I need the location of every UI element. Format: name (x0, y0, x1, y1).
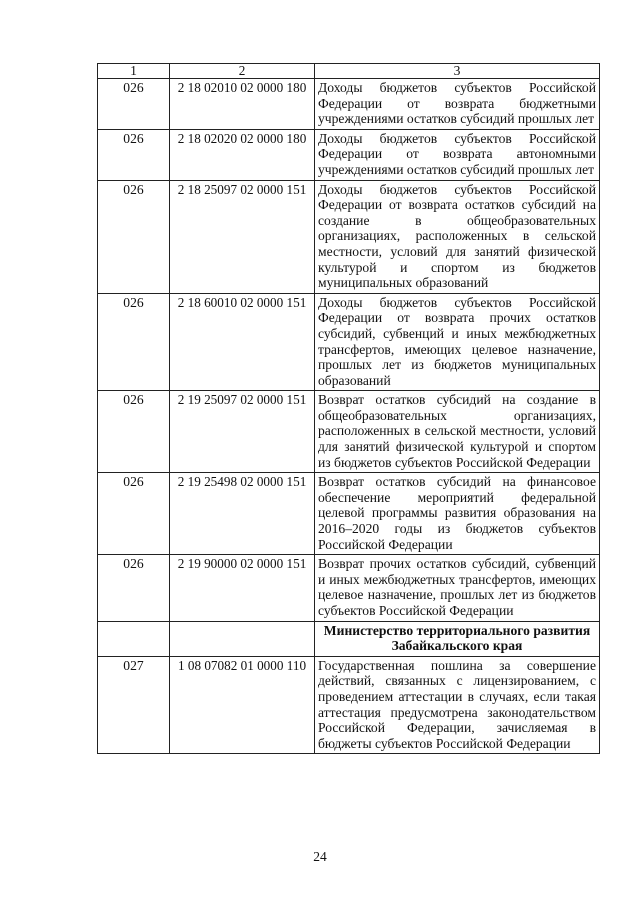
admin-code-cell: 026 (98, 180, 170, 293)
budget-code-cell: 2 18 02020 02 0000 180 (170, 129, 315, 180)
column-number-3: 3 (315, 64, 600, 79)
table-row (98, 555, 600, 621)
revenue-description-cell: Государственная пошлина за совершение действий, связанных с лицензированием, с проведением аттестации в случаях, если такая аттестация предусмотрена законодательством Российской Федерации, зачисляемая в бюджеты субъектов Российской Федерации (315, 656, 600, 754)
budget-code-cell: 1 08 07082 01 0000 110 (170, 656, 315, 754)
ministry-section-title: Министерство территориального развития Забайкальского края (315, 621, 600, 656)
revenue-description-cell: Возврат остатков субсидий на создание в общеобразовательных организациях, расположенных в сельской местности, условий для занятий физической культурой и спортом из бюджетов субъектов Российской Федерации (315, 391, 600, 473)
budget-code-cell: 2 18 02010 02 0000 180 (170, 79, 315, 130)
budget-code-cell: 2 19 90000 02 0000 151 (170, 555, 315, 621)
empty-cell (98, 621, 170, 656)
admin-code-cell: 026 (98, 555, 170, 621)
admin-code-cell: 026 (98, 473, 170, 555)
revenue-description-cell: Доходы бюджетов субъектов Российской Федерации от возврата бюджетными учреждениями остатков субсидий прошлых лет (315, 79, 600, 130)
budget-revenue-table (97, 63, 600, 754)
admin-code-cell: 026 (98, 293, 170, 391)
table-header-row (98, 64, 600, 79)
budget-code-cell: 2 19 25498 02 0000 151 (170, 473, 315, 555)
budget-code-cell: 2 19 25097 02 0000 151 (170, 391, 315, 473)
table-row (98, 656, 600, 754)
column-number-2: 2 (170, 64, 315, 79)
section-heading-row (98, 621, 600, 656)
table-row (98, 473, 600, 555)
table-row (98, 129, 600, 180)
empty-cell (170, 621, 315, 656)
table-row (98, 293, 600, 391)
admin-code-cell: 026 (98, 129, 170, 180)
page-number: 24 (313, 849, 327, 864)
table-row (98, 180, 600, 293)
admin-code-cell: 026 (98, 79, 170, 130)
column-number-1: 1 (98, 64, 170, 79)
revenue-description-cell: Доходы бюджетов субъектов Российской Федерации от возврата остатков субсидий на создание в общеобразовательных организациях, расположенных в сельской местности, условий для занятий физической культурой и спортом из бюджетов муниципальных образований (315, 180, 600, 293)
revenue-description-cell: Доходы бюджетов субъектов Российской Федерации от возврата прочих остатков субсидий, субвенций и иных межбюджетных трансфертов, имеющих целевое назначение, прошлых лет из бюджетов муниципальных образований (315, 293, 600, 391)
budget-code-cell: 2 18 25097 02 0000 151 (170, 180, 315, 293)
table-row (98, 391, 600, 473)
table-row (98, 79, 600, 130)
revenue-description-cell: Доходы бюджетов субъектов Российской Федерации от возврата автономными учреждениями остатков субсидий прошлых лет (315, 129, 600, 180)
revenue-description-cell: Возврат прочих остатков субсидий, субвенций и иных межбюджетных трансфертов, имеющих целевое назначение, прошлых лет из бюджетов субъектов Российской Федерации (315, 555, 600, 621)
revenue-description-cell: Возврат остатков субсидий на финансовое обеспечение мероприятий федеральной целевой программы развития образования на 2016–2020 годы из бюджетов субъектов Российской Федерации (315, 473, 600, 555)
budget-code-cell: 2 18 60010 02 0000 151 (170, 293, 315, 391)
admin-code-cell: 026 (98, 391, 170, 473)
admin-code-cell: 027 (98, 656, 170, 754)
